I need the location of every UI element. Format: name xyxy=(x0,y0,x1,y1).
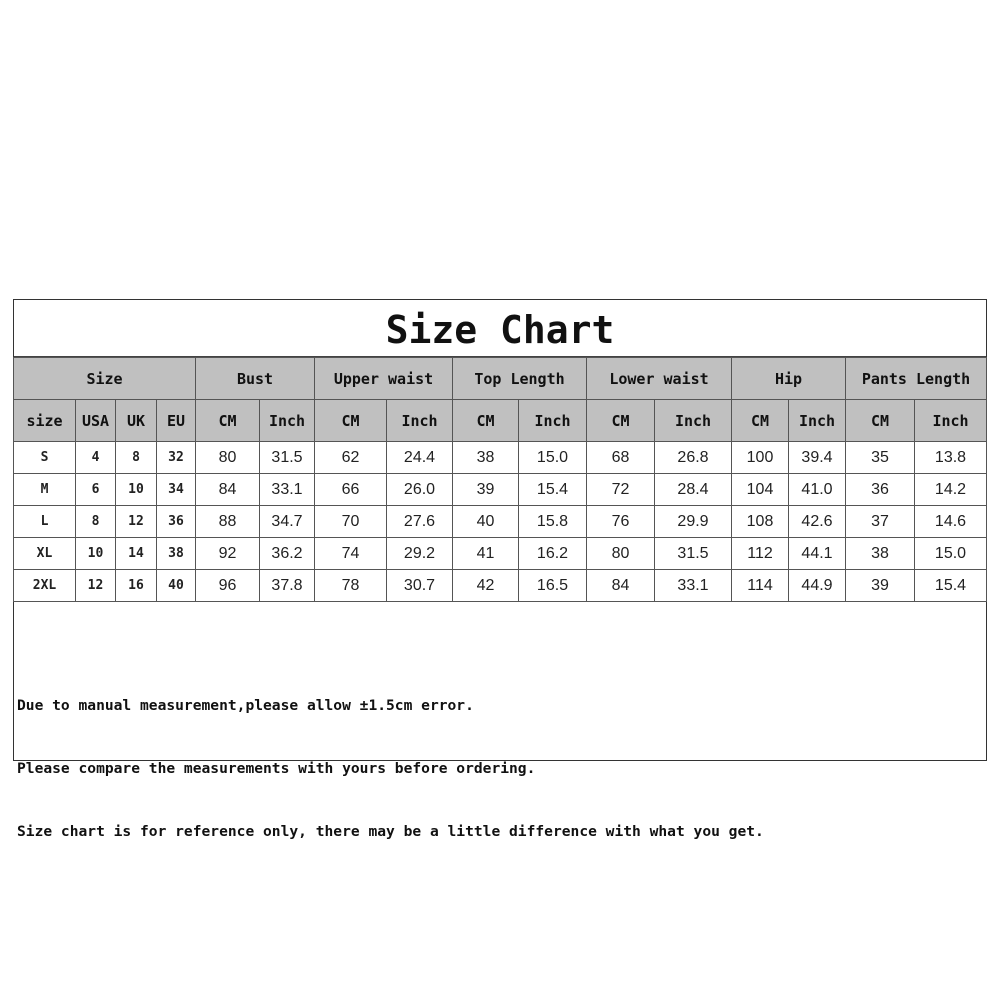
sub-header-bust-inch: Inch xyxy=(260,400,315,442)
header-hip: Hip xyxy=(732,358,846,400)
table-cell: 34.7 xyxy=(260,506,315,538)
sub-header-uk: UK xyxy=(116,400,157,442)
table-cell: 10 xyxy=(116,474,157,506)
table-cell: 15.8 xyxy=(519,506,587,538)
header-top-length: Top Length xyxy=(453,358,587,400)
table-cell: 15.0 xyxy=(915,538,987,570)
sub-header-pants-length-inch: Inch xyxy=(915,400,987,442)
table-cell: 70 xyxy=(315,506,387,538)
sub-header-size: size xyxy=(14,400,76,442)
table-cell: 44.1 xyxy=(789,538,846,570)
table-cell: 8 xyxy=(76,506,116,538)
table-cell: 72 xyxy=(587,474,655,506)
notes-block xyxy=(17,653,764,884)
table-cell: 68 xyxy=(587,442,655,474)
table-cell: 33.1 xyxy=(260,474,315,506)
table-cell: 80 xyxy=(587,538,655,570)
table-cell: 15.0 xyxy=(519,442,587,474)
sub-header-top-length-cm: CM xyxy=(453,400,519,442)
table-cell: 40 xyxy=(453,506,519,538)
table-cell: 33.1 xyxy=(655,570,732,602)
sub-header-top-length-inch: Inch xyxy=(519,400,587,442)
note-line: Due to manual measurement,please allow ±1.5cm error. xyxy=(17,697,474,714)
table-cell: 74 xyxy=(315,538,387,570)
table-cell: 32 xyxy=(157,442,196,474)
table-cell: 66 xyxy=(315,474,387,506)
note-line: Please compare the measurements with yours before ordering. xyxy=(17,760,536,777)
table-row xyxy=(14,506,987,538)
table-cell: 15.4 xyxy=(915,570,987,602)
sub-header-hip-inch: Inch xyxy=(789,400,846,442)
note-line: Size chart is for reference only, there may be a little difference with what you get. xyxy=(17,823,764,840)
table-cell: 42.6 xyxy=(789,506,846,538)
table-cell: 14.2 xyxy=(915,474,987,506)
sub-header-eu: EU xyxy=(157,400,196,442)
table-cell: 15.4 xyxy=(519,474,587,506)
table-cell: 38 xyxy=(846,538,915,570)
table-cell: 13.8 xyxy=(915,442,987,474)
header-pants-length: Pants Length xyxy=(846,358,987,400)
table-cell: 36 xyxy=(157,506,196,538)
table-cell: 36 xyxy=(846,474,915,506)
group-header-row xyxy=(14,358,987,400)
table-cell: XL xyxy=(14,538,76,570)
table-cell: 39 xyxy=(453,474,519,506)
table-cell: 14 xyxy=(116,538,157,570)
table-cell: 34 xyxy=(157,474,196,506)
table-cell: 29.9 xyxy=(655,506,732,538)
table-cell: 39.4 xyxy=(789,442,846,474)
chart-title: Size Chart xyxy=(14,300,986,357)
table-cell: 31.5 xyxy=(260,442,315,474)
table-row xyxy=(14,538,987,570)
table-cell: 24.4 xyxy=(387,442,453,474)
table-cell: 96 xyxy=(196,570,260,602)
header-lower-waist: Lower waist xyxy=(587,358,732,400)
table-cell: 16.2 xyxy=(519,538,587,570)
table-cell: 38 xyxy=(157,538,196,570)
table-cell: 37.8 xyxy=(260,570,315,602)
table-cell: 40 xyxy=(157,570,196,602)
table-cell: 26.8 xyxy=(655,442,732,474)
table-row xyxy=(14,442,987,474)
table-row xyxy=(14,474,987,506)
table-cell: 36.2 xyxy=(260,538,315,570)
table-cell: 12 xyxy=(76,570,116,602)
table-cell: 16 xyxy=(116,570,157,602)
table-cell: 80 xyxy=(196,442,260,474)
table-cell: 8 xyxy=(116,442,157,474)
table-cell: 39 xyxy=(846,570,915,602)
table-row xyxy=(14,570,987,602)
table-cell: 27.6 xyxy=(387,506,453,538)
table-cell: 14.6 xyxy=(915,506,987,538)
table-cell: M xyxy=(14,474,76,506)
table-cell: 62 xyxy=(315,442,387,474)
sub-header-hip-cm: CM xyxy=(732,400,789,442)
size-chart xyxy=(13,299,987,840)
table-cell: 28.4 xyxy=(655,474,732,506)
size-table xyxy=(13,357,987,602)
header-bust: Bust xyxy=(196,358,315,400)
table-cell: 4 xyxy=(76,442,116,474)
table-cell: 44.9 xyxy=(789,570,846,602)
sub-header-pants-length-cm: CM xyxy=(846,400,915,442)
table-cell: 100 xyxy=(732,442,789,474)
table-cell: 6 xyxy=(76,474,116,506)
table-cell: 76 xyxy=(587,506,655,538)
header-size: Size xyxy=(14,358,196,400)
header-upper-waist: Upper waist xyxy=(315,358,453,400)
sub-header-lower-waist-cm: CM xyxy=(587,400,655,442)
table-cell: 104 xyxy=(732,474,789,506)
table-cell: 108 xyxy=(732,506,789,538)
table-cell: 37 xyxy=(846,506,915,538)
table-cell: S xyxy=(14,442,76,474)
table-cell: 2XL xyxy=(14,570,76,602)
table-cell: 84 xyxy=(587,570,655,602)
table-cell: 16.5 xyxy=(519,570,587,602)
sub-header-lower-waist-inch: Inch xyxy=(655,400,732,442)
table-cell: 114 xyxy=(732,570,789,602)
sub-header-upper-waist-inch: Inch xyxy=(387,400,453,442)
sub-header-row xyxy=(14,400,987,442)
table-cell: 92 xyxy=(196,538,260,570)
table-cell: 78 xyxy=(315,570,387,602)
table-cell: 29.2 xyxy=(387,538,453,570)
sub-header-upper-waist-cm: CM xyxy=(315,400,387,442)
table-cell: 10 xyxy=(76,538,116,570)
sub-header-bust-cm: CM xyxy=(196,400,260,442)
table-cell: 41 xyxy=(453,538,519,570)
table-cell: 112 xyxy=(732,538,789,570)
table-cell: 35 xyxy=(846,442,915,474)
table-cell: 12 xyxy=(116,506,157,538)
table-cell: 38 xyxy=(453,442,519,474)
table-cell: 84 xyxy=(196,474,260,506)
table-cell: 41.0 xyxy=(789,474,846,506)
table-cell: 31.5 xyxy=(655,538,732,570)
sub-header-usa: USA xyxy=(76,400,116,442)
table-cell: 26.0 xyxy=(387,474,453,506)
table-cell: 88 xyxy=(196,506,260,538)
table-cell: L xyxy=(14,506,76,538)
table-cell: 42 xyxy=(453,570,519,602)
table-cell: 30.7 xyxy=(387,570,453,602)
